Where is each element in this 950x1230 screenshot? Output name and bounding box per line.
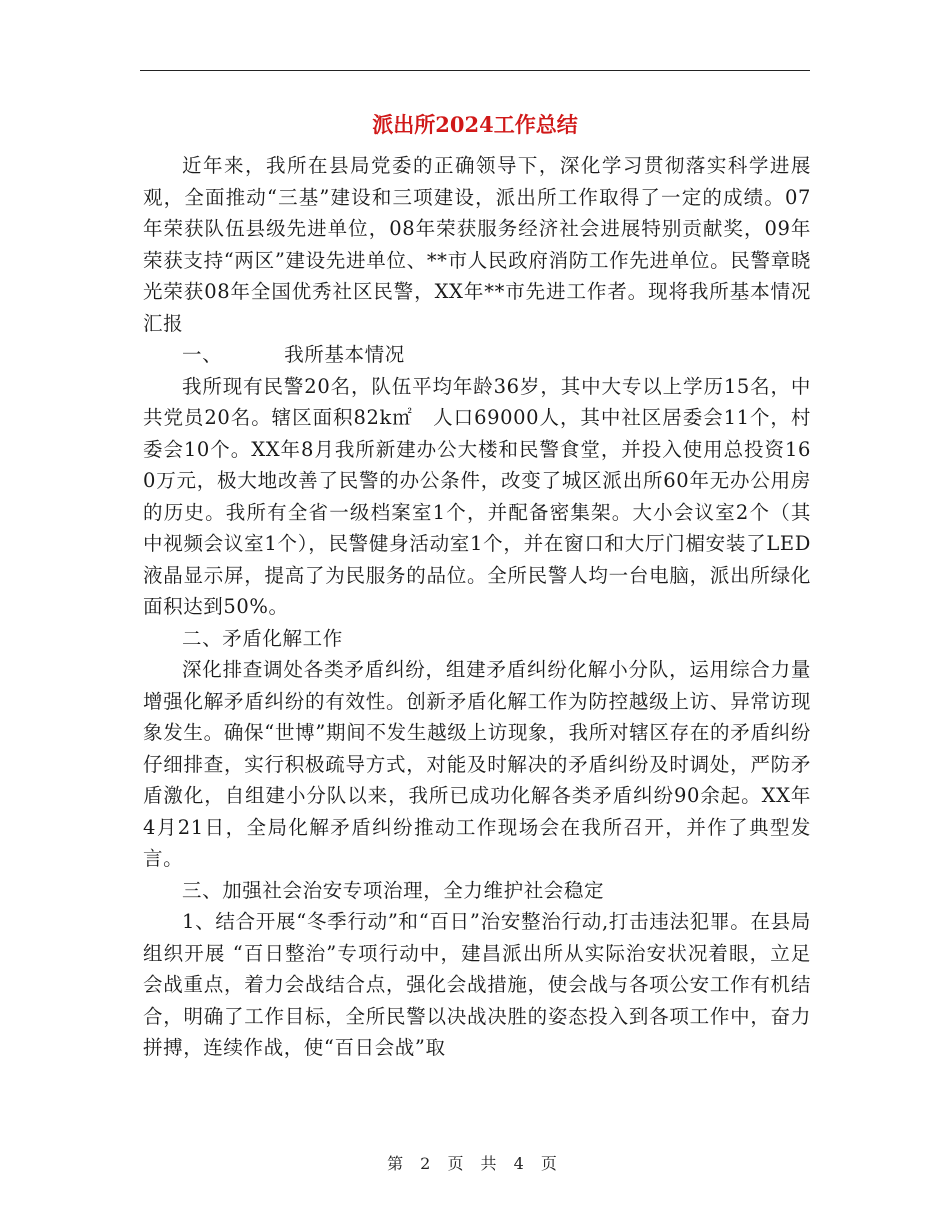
intro-paragraph: 近年来，我所在县局党委的正确领导下，深化学习贯彻落实科学进展观，全面推动“三基”建设和三项建设，派出所工作取得了一定的成绩。07年荣获队伍县级先进单位，08年荣获服务经济社会进展特别贡献奖，09年荣获支持“两区”建设先进单位、**市人民政府消防工作先进单位。民警章晓光荣获08年全国优秀社区民警，XX年**市先进工作者。现将我所基本情况汇报	[143, 154, 811, 335]
conflict-resolution-paragraph: 深化排查调处各类矛盾纠纷，组建矛盾纠纷化解小分队，运用综合力量增强化解矛盾纠纷的有效性。创新矛盾化解工作为防控越级上访、异常访现象发生。确保“世博”期间不发生越级上访现象，我所对辖区存在的矛盾纠纷仔细排查，实行积极疏导方式，对能及时解决的矛盾纠纷及时调处，严防矛盾激化，自组建小分队以来，我所已成功化解各类矛盾纠纷90余起。XX年4月21日，全局化解矛盾纠纷推动工作现场会在我所召开，并作了典型发言。	[143, 658, 811, 870]
document-body	[143, 150, 811, 1064]
header-rule	[140, 70, 810, 71]
basic-info-paragraph: 我所现有民警20名，队伍平均年龄36岁，其中大专以上学历15名，中共党员20名。辖区面积82k㎡ 人口69000人，其中社区居委会11个，村委会10个。XX年8月我所新建办公大楼和民警食堂，并投入使用总投资160万元，极大地改善了民警的办公条件，改变了城区派出所60年无办公用房的历史。我所有全省一级档案室1个，并配备密集架。大小会议室2个（其中视频会议室1个），民警健身活动室1个，并在窗口和大厅门楣安装了LED液晶显示屏，提高了为民服务的品位。全所民警人均一台电脑，派出所绿化面积达到50%。	[143, 374, 811, 618]
section-heading-1	[143, 339, 811, 371]
document-title: 派出所2024工作总结	[372, 112, 578, 137]
section-heading-2: 二、矛盾化解工作	[182, 626, 343, 650]
page-footer: 第 2 页 共 4 页	[387, 1154, 563, 1173]
section-heading-1-text: 我所基本情况	[284, 343, 405, 366]
section-heading-1-number: 一、	[182, 343, 223, 366]
winter-action-paragraph: 1、结合开展“冬季行动”和“百日”治安整治行动,打击违法犯罪。在县局组织开展 “百日整治”专项行动中，建昌派出所从实际治安状况着眼，立足会战重点，着力会战结合点，强化会战措施，使会战与各项公安工作有机结合，明确了工作目标，全所民警以决战决胜的姿态投入到各项工作中，奋力拼搏，连续作战，使“百日会战”取	[143, 910, 811, 1059]
section-heading-3: 三、加强社会治安专项治理，全力维护社会稳定	[182, 878, 605, 902]
